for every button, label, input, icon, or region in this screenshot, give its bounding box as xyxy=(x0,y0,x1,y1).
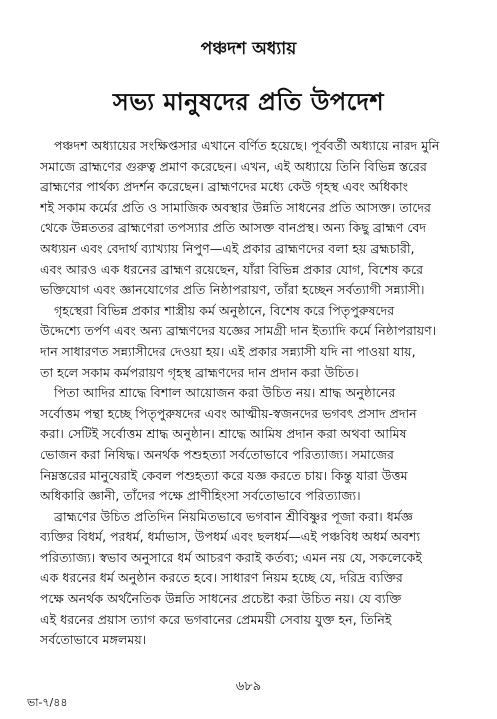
text-line: অধ্যয়ন এবং বেদার্থ ব্যাখ্যায় নিপুণ—এই প্রকার ব্রাহ্মণদের বলা হয় ব্রহ্মচারী, xyxy=(40,240,415,256)
text-line: পরিত্যাজ্য। স্বভাব অনুসারে ধর্ম আচরণ করাই কর্তব্য; এমন নয় যে, সকলেকেই xyxy=(40,549,422,565)
text-line: সর্বোত্তম পন্থা হচ্ছে পিতৃপুরুষদের এবং আত্মীয়-স্বজনদের ভগবৎ প্রসাদ প্রদান xyxy=(40,405,417,421)
text-line: নিম্নস্তরের মানুষেরাই কেবল পশুহত্যা করে যজ্ঞ করতে চায়। কিন্তু যারা উত্তম xyxy=(40,467,408,483)
text-line: থেকে উন্নততর ব্রাহ্মণেরা তপস্যার প্রতি আসক্ত বানপ্রস্থ। অন্য কিছু ব্রাহ্মণ বেদ xyxy=(40,220,427,236)
text-line: ব্রাহ্মণের পার্থক্য প্রদর্শন করেছেন। ব্রাহ্মণদের মধ্যে কেউ গৃহস্থ এবং অধিকাং xyxy=(40,179,409,195)
text-line: এবং আরও এক ধরনের ব্রাহ্মণ রয়েছেন, যাঁরা বিভিন্ন প্রকার যোগ, বিশেষ করে xyxy=(40,261,424,277)
text-line: ভক্তিযোগ এবং জ্ঞানযোগের প্রতি নিষ্ঠাপরায়ণ, তাঁরা হচ্ছেন সর্বত্যাগী সন্ন্যাসী। xyxy=(40,282,425,298)
text-line: এই ধরনের প্রয়াস ত্যাগ করে ভগবানের প্রেমময়ী সেবায় যুক্ত হন, তিনিই xyxy=(40,611,392,627)
text-line: করা। সেটিই সর্বোত্তম শ্রাদ্ধ অনুষ্ঠান। শ্রাদ্ধে আমিষ প্রদান করা অথবা আমিষ xyxy=(40,426,407,442)
text-line: পক্ষে অনর্থক অর্থনৈতিক উন্নতি সাধনের প্রচেষ্টা করা উচিত নয়। যে ব্যক্তি xyxy=(40,591,402,607)
text-line: তা হলে সকাম কর্মপরায়ণ গৃহস্থ ব্রাহ্মণদের দান প্রদান করা উচিত। xyxy=(40,364,359,380)
chapter-title: সভ্য মানুষদের প্রতি উপদেশ xyxy=(112,88,385,116)
text-line: গৃহস্থেরা বিভিন্ন প্রকার শাস্ত্রীয় কর্ম অনুষ্ঠানে, বিশেষ করে পিতৃপুরুষদের xyxy=(54,302,395,318)
text-line: শই সকাম কর্মের প্রতি ও সামাজিক অবস্থার উন্নতি সাধনের প্রতি আসক্ত। তাদের xyxy=(40,199,431,215)
paragraph xyxy=(40,136,484,301)
paragraph xyxy=(40,507,484,651)
text-line: অধিকারি জ্ঞানী, তাঁদের পক্ষে প্রাণীহিংসা সর্বতোভাবে পরিত্যাজ্য। xyxy=(40,488,361,504)
text-line: দান সাধারণত সন্ন্যাসীদের দেওয়া হয়। এই প্রকার সন্ন্যাসী যদি না পাওয়া যায়, xyxy=(40,343,416,359)
text-line: এক ধরনের ধর্ম অনুষ্ঠান করতে হবে। সাধারণ নিয়ম হচ্ছে যে, দরিদ্র ব্যক্তির xyxy=(40,570,403,586)
text-line: পঞ্চদশ অধ্যায়ের সংক্ষিপ্তসার এখানে বর্ণিত হয়েছে। পূর্ববর্তী অধ্যায়ে নারদ মুনি xyxy=(54,138,440,153)
chapter-number: পঞ্চদশ অধ্যায় xyxy=(200,39,297,59)
text-line: ব্যক্তির বিধর্ম, পরধর্ম, ধর্মাভাস, উপধর্ম এবং ছলধর্ম—এই পঞ্চবিধ অধর্ম অবশ্য xyxy=(40,529,421,545)
paragraph xyxy=(40,301,484,383)
text-line: ভোজন করা নিষিদ্ধ। অনর্থক পশুহত্যা সর্বতোভাবে পরিত্যাজ্য। সমাজের xyxy=(40,446,394,462)
chapter-summary xyxy=(40,136,484,651)
text-line: উদ্দেশ্যে তর্পণ এবং অন্য ব্রাহ্মণদের যজ্ঞের সামগ্রী দান ইত্যাদি কর্মে নিষ্ঠাপরায়ণ। xyxy=(40,323,437,339)
text-line: সর্বতোভাবে মঙ্গলময়। xyxy=(40,632,147,648)
paragraph xyxy=(40,383,484,507)
text-line: ব্রাহ্মণের উচিত প্রতিদিন নিয়মিতভাবে ভগবান শ্রীবিষ্ণুর পূজা করা। ধর্মজ্ঞ xyxy=(54,508,413,524)
text-line: সমাজে ব্রাহ্মণের গুরুত্ব প্রমাণ করেছেন। এখন, এই অধ্যায়ে তিনি বিভিন্ন স্তরের xyxy=(40,158,427,174)
text-line: পিতা আদির শ্রাদ্ধে বিশাল আয়োজন করা উচিত নয়। শ্রাদ্ধ অনুষ্ঠানের xyxy=(54,385,396,401)
page-number: ৬৮৯ xyxy=(235,679,262,694)
footer-signature-code: ভা-৭/৪৪ xyxy=(27,696,68,709)
